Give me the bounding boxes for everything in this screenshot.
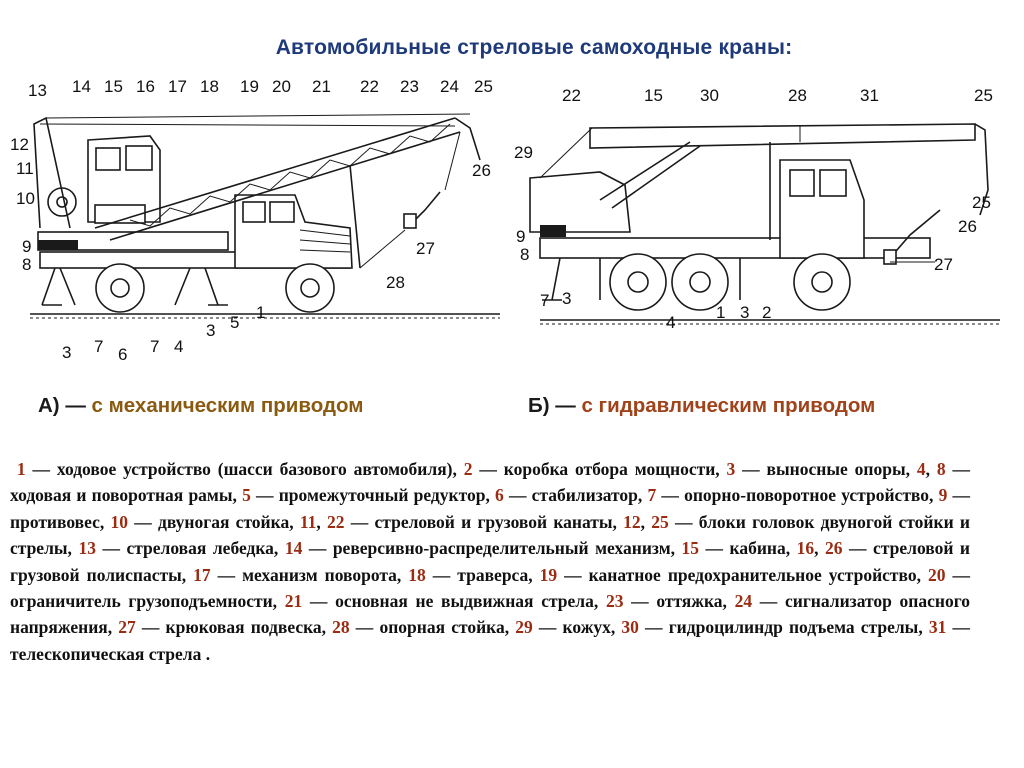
- label-a-4: 4: [174, 337, 184, 356]
- label-b-2: 2: [762, 303, 772, 322]
- legend-description: — кабина,: [699, 538, 797, 559]
- label-a-7-left: 7: [94, 337, 104, 356]
- label-b-27: 27: [934, 255, 953, 274]
- label-a-17: 17: [168, 77, 187, 96]
- legend-number: 3: [726, 459, 736, 479]
- legend-number: 7: [647, 485, 657, 506]
- legend-number: 16: [796, 538, 815, 559]
- crane-a-drawing: [30, 114, 500, 318]
- label-a-10: 10: [16, 189, 35, 208]
- legend-number: 2: [463, 459, 473, 479]
- legend-number: 21: [284, 591, 303, 612]
- legend-number: 27: [118, 617, 136, 638]
- legend-description: — ходовое устройство (шасси базового автомобиля),: [25, 459, 464, 479]
- legend-description: — траверса,: [425, 564, 540, 585]
- label-b-9: 9: [516, 227, 526, 246]
- label-a-16: 16: [136, 77, 155, 96]
- label-a-21: 21: [312, 77, 331, 96]
- legend-description: — оттяжка,: [623, 591, 735, 612]
- legend-description: — стабилизатор,: [503, 485, 648, 506]
- caption-b: [528, 394, 875, 418]
- label-a-26: 26: [472, 161, 491, 180]
- label-b-25-top: 25: [974, 86, 993, 105]
- legend-description: — основная не выдвижная стрела,: [302, 591, 606, 612]
- caption-a-text: с механическим приводом: [91, 394, 364, 417]
- legend-description: — механизм поворота,: [210, 564, 409, 585]
- label-a-9: 9: [22, 237, 32, 256]
- legend-number: 5: [242, 485, 251, 506]
- label-a-19: 19: [240, 77, 259, 96]
- label-a-1: 1: [256, 303, 266, 322]
- legend-number: 9: [938, 485, 948, 506]
- legend-description: — реверсивно-распределительный механизм,: [302, 538, 682, 559]
- legend-text: [10, 456, 970, 667]
- label-a-14: 14: [72, 77, 91, 96]
- legend-description: — опорная стойка,: [349, 617, 516, 638]
- legend-number: 4: [916, 459, 926, 479]
- legend-description: — сигнализатор опасного напряжения,: [10, 591, 970, 638]
- legend-description: ,: [640, 511, 652, 532]
- label-b-7: 7: [540, 291, 550, 310]
- label-a-25: 25: [474, 77, 493, 96]
- legend-description: — гидроцилиндр подъема стрелы,: [638, 617, 929, 638]
- page-title: Автомобильные стреловые самоходные краны:: [275, 36, 793, 59]
- label-b-28: 28: [788, 86, 807, 105]
- label-a-7-right: 7: [150, 337, 160, 356]
- legend-number: 12: [623, 511, 641, 532]
- legend-number: 29: [515, 617, 533, 638]
- label-b-8: 8: [520, 245, 530, 264]
- label-a-5: 5: [230, 313, 240, 332]
- caption-a-prefix: А) —: [38, 394, 92, 417]
- legend-number: 23: [605, 591, 624, 612]
- legend-number: 1: [16, 459, 26, 479]
- legend-description: — промежуточный редуктор,: [250, 485, 496, 506]
- label-a-24: 24: [440, 77, 459, 96]
- crane-b-drawing: [530, 124, 1000, 324]
- legend-number: 17: [193, 564, 211, 585]
- label-a-18: 18: [200, 77, 219, 96]
- caption-b-text: с гидравлическим приводом: [581, 394, 876, 417]
- legend-number: 6: [495, 485, 504, 506]
- legend-number: 25: [651, 511, 669, 532]
- label-b-15: 15: [644, 86, 663, 105]
- legend-number: 13: [78, 538, 96, 559]
- label-a-20: 20: [272, 77, 291, 96]
- label-b-1: 1: [716, 303, 726, 322]
- legend-number: 31: [928, 617, 947, 638]
- legend-description: — крюковая подвеска,: [135, 617, 333, 638]
- legend-description: ,: [925, 459, 937, 479]
- legend-description: — ходовая и поворотная рамы,: [10, 459, 970, 506]
- legend-number: 18: [408, 564, 426, 585]
- legend-description: — коробка отбора мощности,: [472, 459, 727, 479]
- legend-description: — ограничитель грузоподъемности,: [10, 564, 970, 612]
- label-a-6: 6: [118, 345, 128, 364]
- label-a-15: 15: [104, 77, 123, 96]
- label-b-22: 22: [562, 86, 581, 105]
- legend-number: 30: [621, 617, 639, 638]
- caption-a: [38, 394, 363, 418]
- legend-description: — стреловой и грузовой полиспасты,: [10, 538, 971, 585]
- label-a-3-right: 3: [206, 321, 216, 340]
- label-a-3-left: 3: [62, 343, 72, 362]
- legend-description: — противовес,: [10, 485, 971, 532]
- legend-description: — кожух,: [532, 617, 622, 638]
- label-a-28: 28: [386, 273, 405, 292]
- legend-description: — стреловая лебедка,: [95, 538, 285, 559]
- legend-description: — блоки головок двуногой стойки и стрелы,: [10, 511, 970, 559]
- label-a-13: 13: [28, 81, 47, 100]
- label-b-26: 26: [958, 217, 977, 236]
- legend-number: 26: [825, 538, 843, 559]
- legend-description: — стреловой и грузовой канаты,: [344, 511, 624, 532]
- label-b-3-left: 3: [562, 289, 572, 308]
- legend-description: — опорно-поворотное устройство,: [656, 485, 939, 506]
- caption-b-prefix: Б) —: [528, 394, 582, 417]
- label-b-25-side: 25: [972, 193, 991, 212]
- legend-number: 20: [927, 564, 946, 585]
- label-a-22: 22: [360, 77, 379, 96]
- label-a-8: 8: [22, 255, 32, 274]
- legend-number: 14: [284, 538, 303, 559]
- legend-description: — телескопическая стрела .: [10, 617, 970, 664]
- legend-number: 22: [327, 511, 345, 532]
- label-b-29: 29: [514, 143, 533, 162]
- label-a-12: 12: [10, 135, 29, 154]
- label-a-11: 11: [16, 159, 34, 178]
- label-b-31: 31: [860, 86, 879, 105]
- label-a-23: 23: [400, 77, 419, 96]
- label-b-4: 4: [666, 313, 676, 332]
- legend-description: ,: [814, 538, 826, 559]
- label-a-27: 27: [416, 239, 435, 258]
- label-b-3-right: 3: [740, 303, 750, 322]
- legend-description: — канатное предохранительное устройство,: [557, 564, 928, 585]
- legend-number: 15: [681, 538, 699, 559]
- label-b-30: 30: [700, 86, 719, 105]
- legend-number: 19: [539, 564, 558, 585]
- legend-number: 10: [110, 511, 128, 532]
- legend-number: 11: [299, 511, 317, 532]
- legend-description: — выносные опоры,: [735, 459, 917, 479]
- legend-number: 28: [332, 617, 350, 638]
- legend-number: 8: [936, 459, 946, 479]
- legend-description: ,: [316, 511, 328, 532]
- legend-number: 24: [734, 591, 753, 612]
- legend-description: — двуногая стойка,: [127, 511, 300, 532]
